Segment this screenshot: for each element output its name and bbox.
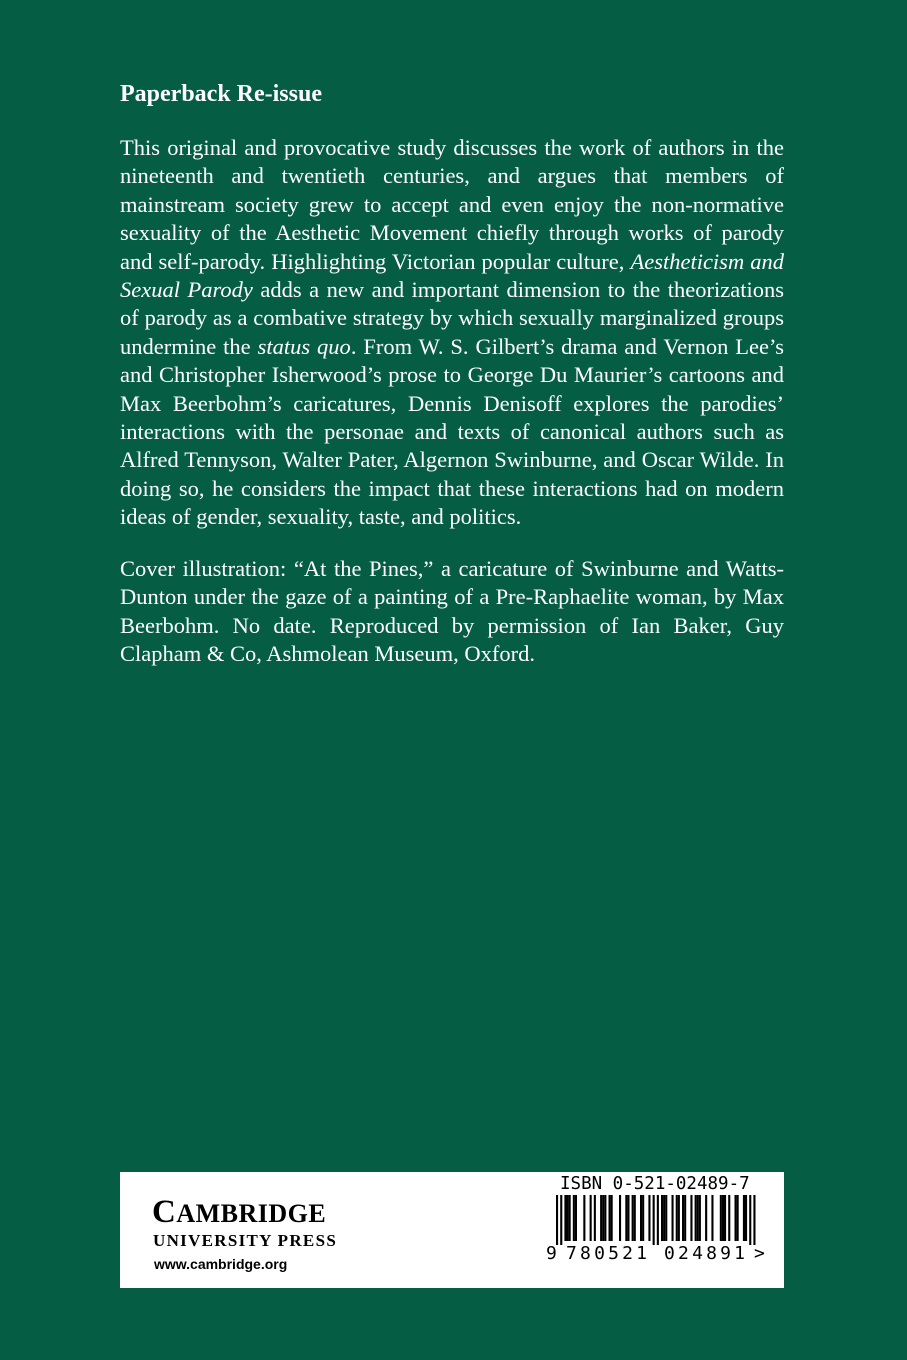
barcode-bar — [745, 1195, 747, 1241]
blurb-text-run: This original and provocative study discusses the work of authors in the nineteenth and twentieth centuries, and argues that members of mainstream society grew to accept and even enjoy the non-normative sexuality of the Aesthetic Movement chiefly through works of parody and self-parody. Highlighting Victorian popular culture, — [120, 135, 784, 274]
barcode-bar — [648, 1195, 650, 1241]
barcode-bar — [728, 1195, 730, 1241]
barcode-bar — [567, 1195, 569, 1241]
barcode-bar — [625, 1195, 627, 1241]
barcode-bar — [627, 1195, 629, 1241]
ean-digits-right: 024891 — [664, 1243, 749, 1264]
section-heading: Paperback Re-issue — [120, 81, 322, 107]
barcode-guard-bar — [556, 1195, 558, 1245]
barcode-bar — [711, 1195, 713, 1241]
publisher-logo-subtitle: UNIVERSITY PRESS — [153, 1231, 338, 1250]
barcode-bar — [642, 1195, 644, 1241]
publisher-website: www.cambridge.org — [154, 1256, 288, 1272]
barcode-bar — [699, 1195, 701, 1241]
publisher-logo: CAMBRIDGE — [152, 1194, 327, 1230]
cover-illustration-credit: Cover illustration: “At the Pines,” a caricature of Swinburne and Watts-Dunton under the gaze of a painting of a Pre-Raphaelite woman, by Max Beerbohm. No date. Reproduced by permission of Ian Baker, Guy Clapham & Co, Ashmolean Museum, Oxford. — [120, 556, 784, 667]
barcode-bar — [640, 1195, 642, 1241]
barcode-guard-bar — [560, 1195, 562, 1245]
barcode-bar — [737, 1195, 739, 1241]
barcode-bar — [697, 1195, 699, 1241]
barcode-bar — [632, 1195, 634, 1241]
description-paragraph — [120, 134, 784, 532]
ean-digit-lead: 9 — [546, 1243, 557, 1264]
barcode-bar — [724, 1195, 726, 1241]
ean-barcode — [548, 1195, 762, 1245]
blurb-text-run: . From W. S. Gilbert’s drama and Vernon Lee’s and Christopher Isherwood’s prose to George Du Maurier’s cartoons and Max Beerbohm’s caricatures, Dennis Denisoff explores the parodies’ interactions with the personae and texts of canonical authors such as Alfred Tennyson, Walter Pater, Algernon Swinburne, and Oscar Wilde. In doing so, he considers the impact that these interactions had on modern ideas of gender, sexuality, taste, and politics. — [120, 333, 785, 530]
barcode-bar — [695, 1195, 697, 1241]
barcode-bar — [665, 1195, 667, 1241]
barcode-bar — [600, 1195, 602, 1241]
barcode-bar — [676, 1195, 678, 1241]
barcode-bar — [602, 1195, 604, 1241]
barcode-guard-bar — [657, 1195, 659, 1245]
barcode-bar — [564, 1195, 566, 1241]
barcode-bar — [575, 1195, 577, 1241]
ean-digits-left: 780521 — [566, 1243, 651, 1264]
barcode-bar — [690, 1195, 692, 1241]
barcode-bar — [672, 1195, 674, 1241]
isbn-label: ISBN 0-521-02489-7 — [560, 1174, 750, 1194]
barcode-bar — [682, 1195, 684, 1241]
barcode-bar — [634, 1195, 636, 1241]
barcode-bar — [720, 1195, 722, 1241]
ean-quiet-zone-marker: > — [754, 1243, 765, 1264]
barcode-bar — [573, 1195, 575, 1241]
blurb-text-run: adds a new and important dimension to the theorizations of parody as a combative strategy by which sexually marginalized groups undermine the — [120, 277, 784, 359]
barcode-bar — [722, 1195, 724, 1241]
barcode-bar — [743, 1195, 745, 1241]
barcode-guard-bar — [753, 1195, 755, 1245]
barcode-bar — [663, 1195, 665, 1241]
barcode-bar — [609, 1195, 611, 1241]
barcode-bar — [569, 1195, 571, 1241]
barcode-bar — [678, 1195, 680, 1241]
barcode-bar — [705, 1195, 707, 1241]
barcode-bar — [594, 1195, 596, 1241]
barcode-bar — [604, 1195, 606, 1241]
barcode-bar — [661, 1195, 663, 1241]
italic-title-run: Aestheticism and Sexual Parody — [120, 248, 784, 303]
barcode-bar — [684, 1195, 686, 1241]
barcode-guard-bar — [749, 1195, 751, 1245]
barcode-bar — [583, 1195, 585, 1241]
barcode-bar — [611, 1195, 613, 1241]
barcode-bar — [590, 1195, 592, 1241]
publisher-imprint-box — [120, 1172, 784, 1288]
barcode-bar — [619, 1195, 621, 1241]
italic-title-run: status quo — [257, 333, 351, 359]
barcode-guard-bar — [653, 1195, 655, 1245]
barcode-bar — [735, 1195, 737, 1241]
